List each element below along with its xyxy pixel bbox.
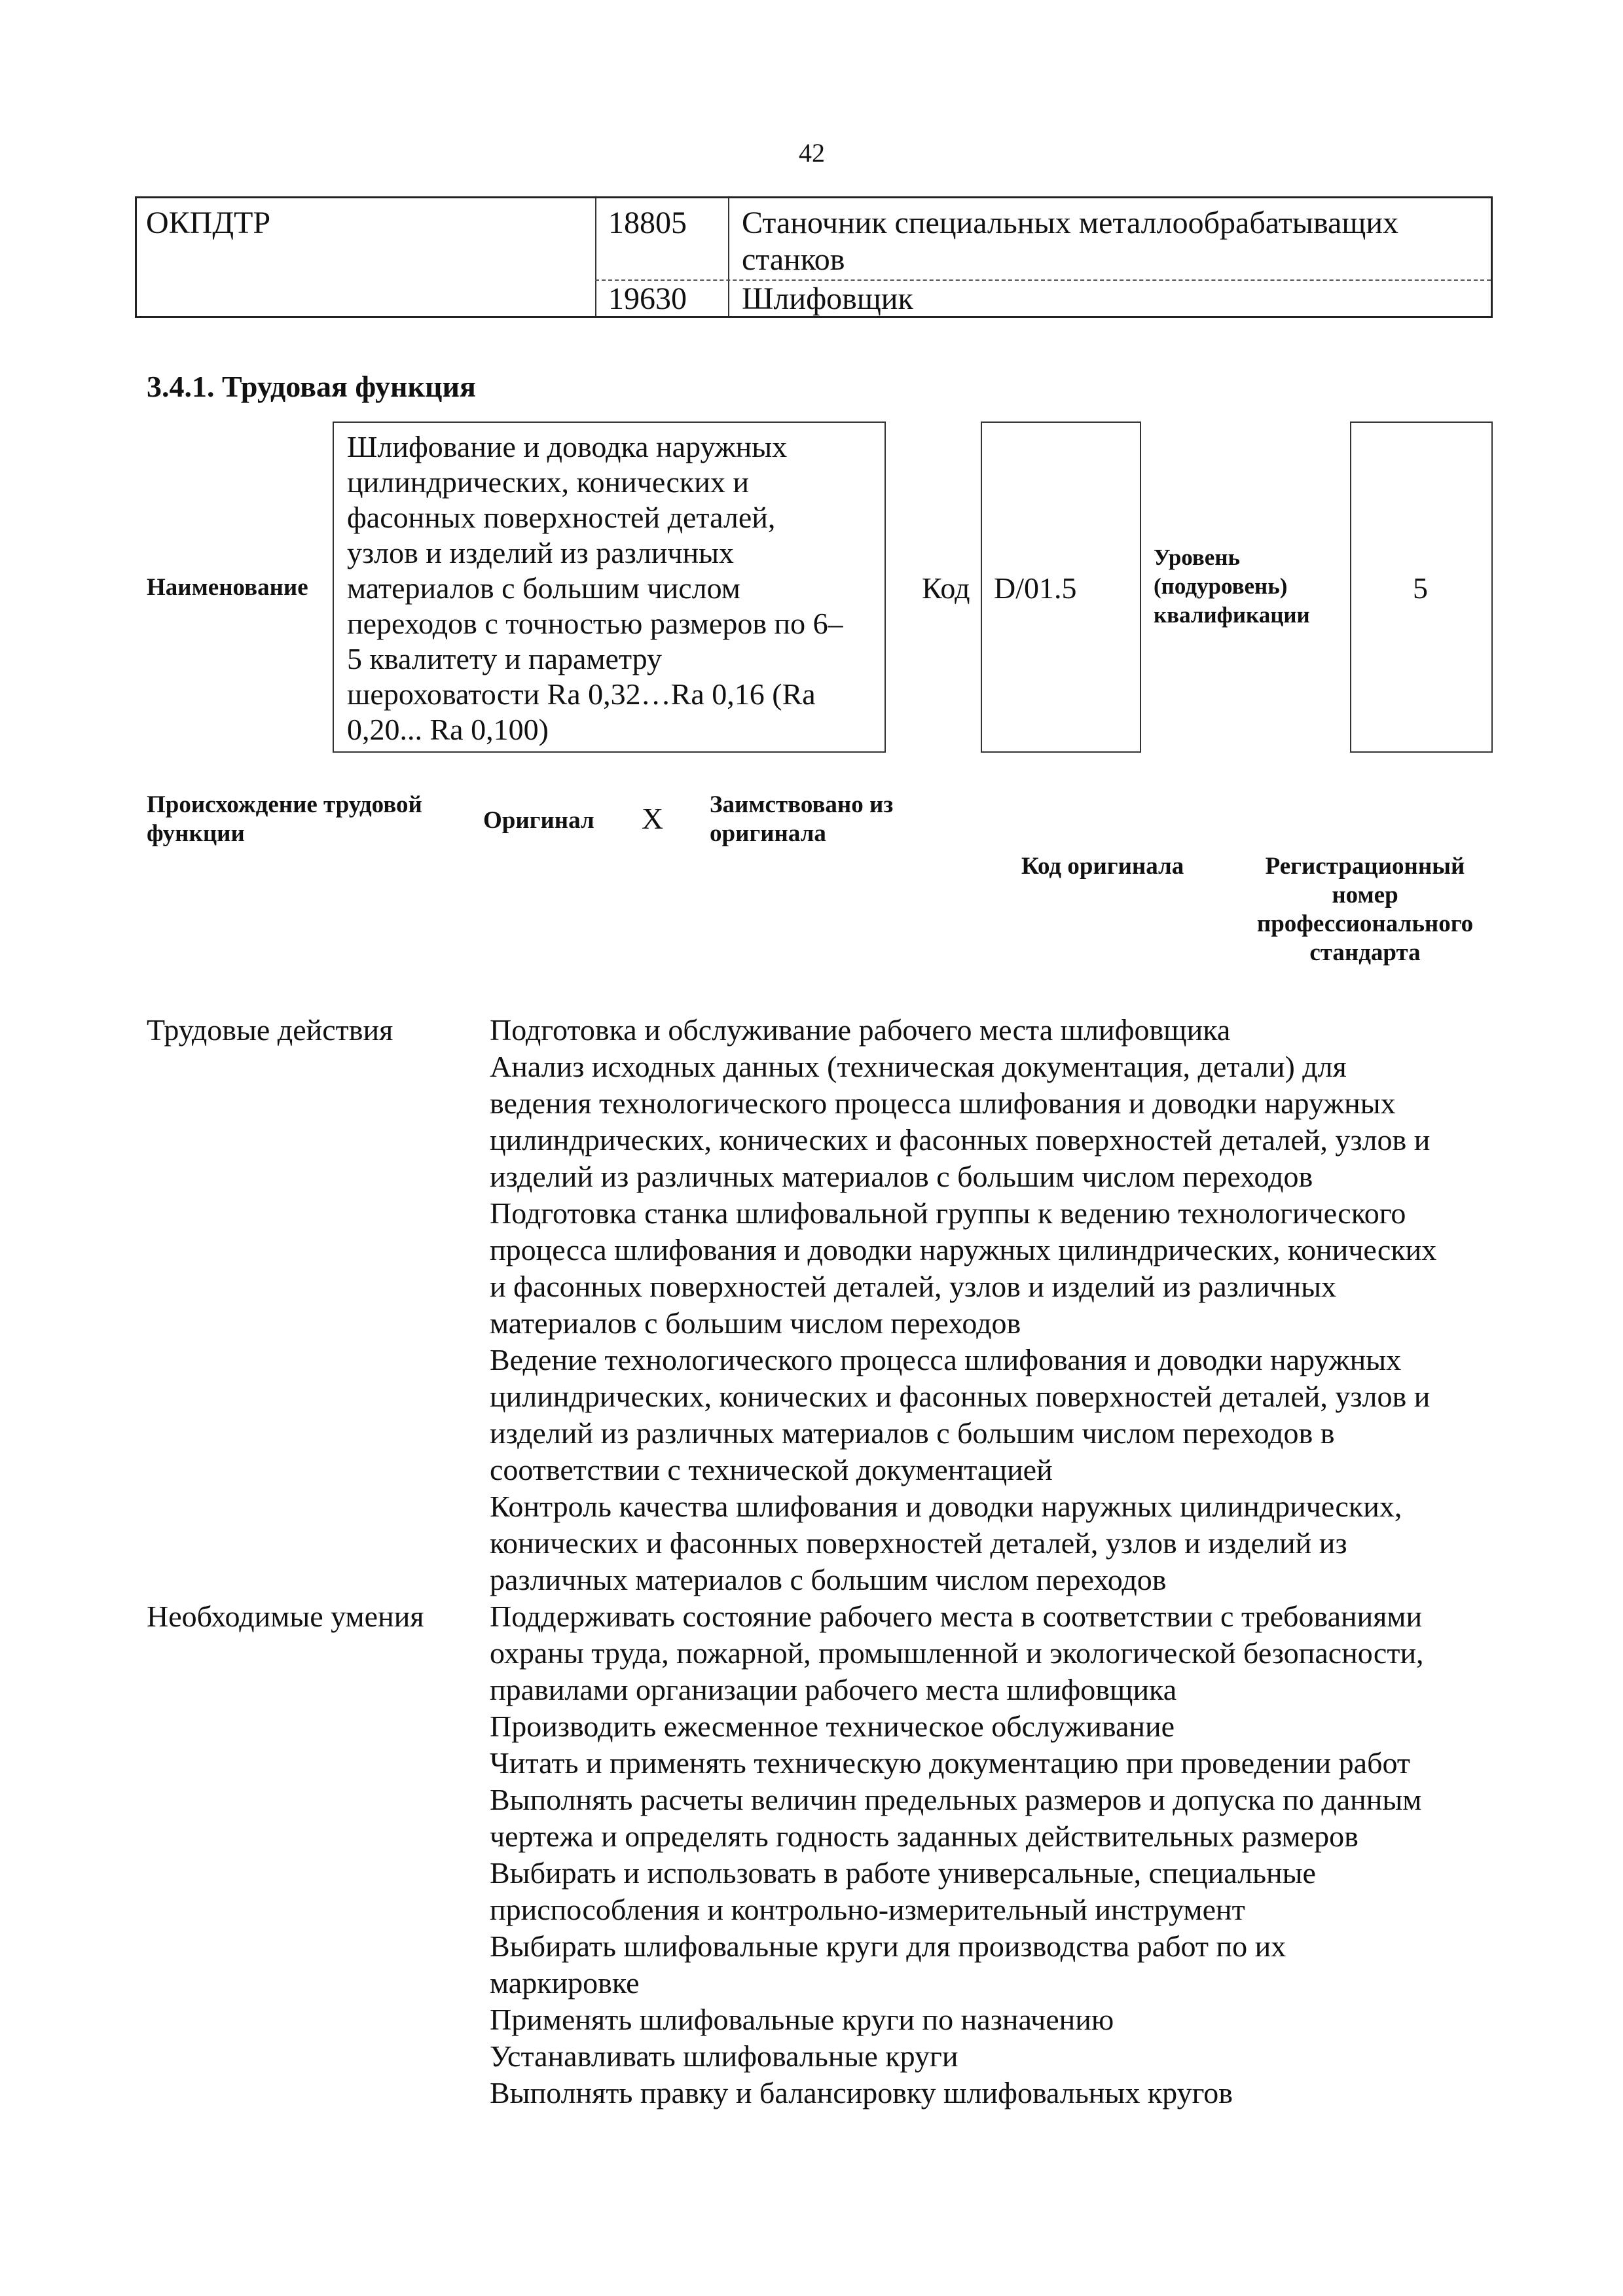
origin-label: Происхождение трудовой функции [147,791,422,847]
list-item: Применять шлифовальные круги по назначению [490,2003,1114,2036]
okpdtr-label: ОКПДТР [146,206,271,240]
labor-actions-label: Трудовые действия [147,1013,393,1047]
list-item: Анализ исходных данных (техническая документация, детали) для ведения технологического процесса шлифования и доводки наружных цилиндрических, конических и фасонных поверхностей деталей, узлов и изделий из различных материалов с большим числом переходов [490,1050,1431,1193]
borrowed-label: Заимствовано из оригинала [710,791,894,847]
original-label: Оригинал [483,807,594,834]
okpdtr-name: Шлифовщик [742,281,913,316]
okpdtr-name: станков [742,242,845,277]
reg-number-label: Регистрационный номер профессионального стандарта [1256,853,1474,966]
function-name-line: 5 квалитету и параметру [347,642,663,675]
list-item: Выполнять правку и балансировку шлифовальных кругов [490,2076,1233,2109]
level-box [1350,422,1493,753]
okpdtr-code: 19630 [608,281,687,316]
original-mark: X [642,802,664,835]
list-item: Подготовка станка шлифовальной группы к ведению технологического процесса шлифования и доводки наружных цилиндрических, конических и фасонных поверхностей деталей, узлов и изделий из различных материалов с большим числом переходов [490,1196,1437,1340]
list-item: Контроль качества шлифования и доводки наружных цилиндрических, конических и фасонных поверхностей деталей, узлов и изделий из различных материалов с большим числом переходов [490,1490,1402,1596]
page-number: 42 [799,138,825,168]
list-item: Подготовка и обслуживание рабочего места шлифовщика [490,1013,1231,1047]
function-name-line: узлов и изделий из различных [347,536,735,569]
name-label: Наименование [147,574,308,601]
list-item: Ведение технологического процесса шлифования и доводки наружных цилиндрических, конических и фасонных поверхностей деталей, узлов и изделий из различных материалов с большим числом переходов в соответствии с технической документацией [490,1343,1431,1486]
code-value: D/01.5 [994,571,1077,605]
section-title: 3.4.1. Трудовая функция [147,370,476,403]
function-name-line: фасонных поверхностей деталей, [347,501,776,534]
okpdtr-name: Станочник специальных металлообрабатыващих [742,206,1399,240]
code-label: Код [922,571,970,605]
level-value: 5 [1413,571,1428,605]
list-item: Выполнять расчеты величин предельных размеров и допуска по данным чертежа и определять годность заданных действительных размеров [490,1783,1422,1853]
function-name-line: материалов с большим числом [347,571,740,605]
function-name-line: цилиндрических, конических и [347,465,749,499]
skills-list [490,1598,1491,2111]
level-label: Уровень (подуровень) квалификации [1154,545,1310,628]
list-item: Читать и применять техническую документацию при проведении работ [490,1746,1410,1780]
okpdtr-table [135,196,1493,318]
function-name-line: переходов с точностью размеров по 6– [347,607,843,640]
list-item: Поддерживать состояние рабочего места в соответствии с требованиями охраны труда, пожарной, промышленной и экологической безопасности, правилами организации рабочего места шлифовщика [490,1600,1424,1706]
function-name-line: Шлифование и доводка наружных [347,430,788,463]
labor-actions-list [490,1012,1491,1598]
okpdtr-code: 18805 [608,206,687,240]
list-item: Устанавливать шлифовальные круги [490,2039,958,2073]
skills-label: Необходимые умения [147,1600,424,1633]
list-item: Производить ежесменное техническое обслуживание [490,1710,1175,1743]
function-name-line: 0,20... Ra 0,100) [347,713,549,746]
function-name-box [333,422,886,753]
code-original-label: Код оригинала [1021,853,1184,880]
list-item: Выбирать и использовать в работе универсальные, специальные приспособления и контрольно-измерительный инструмент [490,1856,1316,1926]
list-item: Выбирать шлифовальные круги для производства работ по их маркировке [490,1929,1286,2000]
code-box [981,422,1141,753]
function-name-line: шероховатости Ra 0,32…Ra 0,16 (Ra [347,677,816,711]
